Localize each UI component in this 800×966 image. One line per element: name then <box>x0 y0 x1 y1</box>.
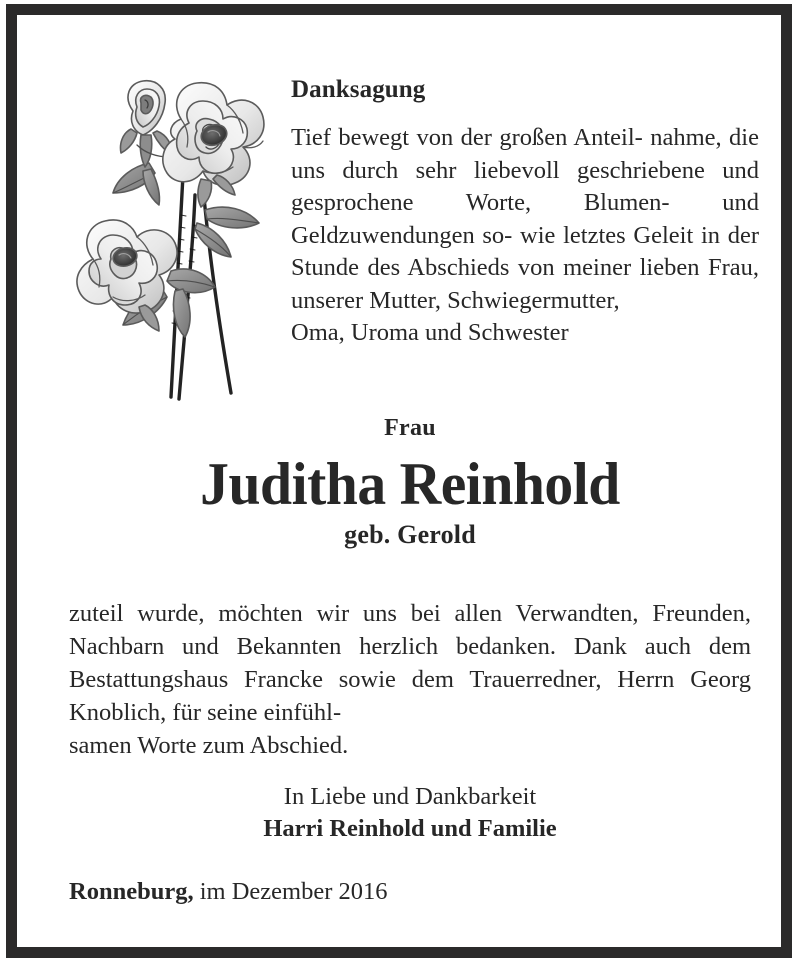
date-text: im Dezember 2016 <box>193 878 388 905</box>
intro-paragraph <box>291 122 759 350</box>
intro-line: unserer Mutter, Schwiegermutter, <box>291 286 620 314</box>
intro-line-last: Oma, Uroma und Schwester <box>291 319 569 347</box>
intro-line: Blumen- und Geldzuwendungen so- <box>291 189 760 249</box>
notice-content-area <box>17 15 781 947</box>
intro-line: wie letztes Geleit in der Stunde des <box>291 221 760 282</box>
deceased-full-name: Juditha Reinhold <box>200 451 620 517</box>
deceased-maiden-name: geb. Gerold <box>344 520 476 549</box>
body-paragraph <box>69 597 751 762</box>
rose-bouquet-illustration <box>75 75 275 415</box>
deceased-name-block <box>28 413 792 551</box>
intro-line: nahme, die uns durch sehr liebevoll <box>291 124 759 184</box>
intro-line: Tief bewegt von der großen Anteil- <box>291 124 643 152</box>
section-heading: Danksagung <box>291 76 426 103</box>
body-line-last: samen Worte zum Abschied. <box>69 732 349 759</box>
closing-line: In Liebe und Dankbarkeit <box>283 783 537 810</box>
body-line: Freunden, Nachbarn und Bekannten herzlich bedanken. <box>69 600 752 660</box>
intro-line: geschriebene und gesprochene Worte, <box>291 156 759 217</box>
signature-line: Harri Reinhold und Familie <box>263 815 557 842</box>
intro-section <box>291 77 759 350</box>
obituary-notice-frame <box>6 4 792 958</box>
place-and-date <box>69 877 751 907</box>
intro-line: Abschieds von meiner lieben Frau, <box>407 254 760 282</box>
body-section <box>69 597 751 762</box>
body-line: Dank auch dem Bestattungshaus Francke sowie dem <box>69 633 752 693</box>
body-line: zuteil wurde, möchten wir uns bei allen Verwandten, <box>69 600 639 627</box>
body-line: Trauerredner, Herrn Georg Knoblich, für seine einfühl- <box>69 666 751 726</box>
closing-section <box>28 781 792 845</box>
place-name: Ronneburg, <box>69 878 194 905</box>
honorific: Frau <box>384 415 436 441</box>
